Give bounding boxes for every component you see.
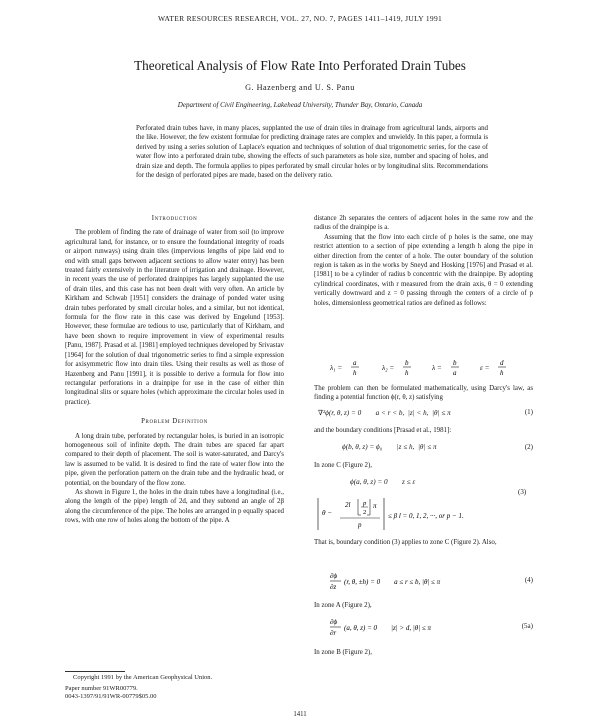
lambda2-denominator: h: [405, 369, 409, 377]
equation-4-svg: [330, 570, 533, 594]
affiliation: Department of Civil Engineering, Lakehead University, Thunder Bay, Ontario, Canada: [177, 101, 423, 109]
equation-5a-svg: [330, 616, 533, 640]
boundary-conditions-text: and the boundary conditions [Prasad et al., 1981]:: [314, 427, 452, 434]
frac-2l: 2l: [345, 501, 351, 509]
equation-5a-body: (a, θ, z) = 0 |z| > d, |θ| ≤ π: [344, 624, 431, 632]
copyright-line: Copyright 1991 by the American Geophysical Union.: [73, 674, 213, 681]
theta-minus: θ −: [322, 509, 333, 517]
equation-5a-number: (5a): [521, 622, 533, 630]
zone-c-text: In zone C (Figure 2),: [314, 462, 372, 469]
equation-2-body: ϕ(b, θ, z) = ϕ₀ |z ≤ h, |θ| ≤ π: [342, 443, 437, 451]
equation-5a: [330, 616, 533, 640]
ratio-equation: [330, 357, 530, 379]
lambda2-label: λ₂ =: [382, 364, 395, 372]
issn-line: 0043-1397/91/91WR-00779$05.00: [65, 693, 157, 701]
footnote-rule: [65, 671, 125, 672]
lambda1-numerator: a: [353, 359, 357, 367]
introduction-paragraph: The problem of finding the rate of drainage of water from soil (to improve agricultural land, for instance, or to ensure the foundational integrity of roads or airport runways) using drain tiles (impervious lengths of pipe laid end to end with small gaps between adjacent sections to allow water entry) has been treated fairly extensively in the literature of irrigation and drainage. However, in recent years the use of perforated drainpipes has largely supplanted the use of drain tiles, and this case has not been dealt with very often. An article by Kirkham and Schwab [1951] considers the drainage of ponded water using drain tubes perforated by small circular holes, and a similar, but not identical, formula for the flow rate in this case was derived by Engelund [1953]. However, these formulae are tedious to use, particularly that of Kirkham, and have been shown to require improvement in view of experimental results [Panu, 1987]. Prasad et al. [1981] employed techniques developed by Srivastav [1964] for the solution of dual trigonometric series to find a simple expression for axisymmetric flow into drain tiles. Using their results as well as those of Hazenberg and Panu [1991], it is possible to derive a formula for flow into rectangular perforations in a drainpipe for use in the case of either thin longitudinal slits or square holes (which approximate the circular holes used in practice).: [65, 229, 284, 406]
equation-3-top-body: ϕ(a, θ, z) = 0 z ≤ ε: [350, 478, 416, 486]
lambda2-numerator: b: [405, 359, 409, 367]
lambda1-denominator: h: [353, 369, 357, 377]
introduction-heading: Introduction: [151, 215, 198, 222]
left-column: [65, 214, 284, 526]
equation-4-number: (4): [524, 576, 533, 584]
equation-2-number: (2): [524, 443, 533, 451]
that-is-text: That is, boundary condition (3) applies to zone C (Figure 2). Also,: [314, 539, 497, 546]
lambda-numerator: b: [453, 359, 457, 367]
ratio-equation-svg: [330, 357, 530, 379]
partial-r: ∂r: [330, 629, 337, 637]
partial-phi: ∂ϕ: [330, 618, 338, 626]
epsilon-numerator: d: [500, 359, 504, 367]
inner-2: 2: [363, 509, 367, 516]
problem-paragraph-2: As shown in Figure 1, the holes in the drain tubes have a longitudinal (i.e., along the length of the pipe) length of 2d, and they subtend an angle of 2β along the circumference of the pipe. The holes are arranged in p equally spaced rows, with one row of holes along the bottom of the pipe. A: [65, 488, 284, 525]
journal-header: WATER RESOURCES RESEARCH, VOL. 27, NO. 7, PAGES 1411–1419, JULY 1991: [157, 14, 443, 23]
equation-3-condition: ≤ β l = 0, 1, 2, ···, or p − 1.: [388, 512, 464, 520]
authors: G. Hazenberg and U. S. Panu: [245, 83, 355, 92]
paper-number: Paper number 91WR00779.: [65, 685, 138, 693]
equation-1: [318, 408, 533, 420]
epsilon-label: ε =: [480, 364, 490, 372]
partial-z: ∂z: [330, 583, 337, 591]
zone-b-text: In zone B (Figure 2),: [314, 649, 372, 656]
problem-definition-heading: Problem Definition: [141, 418, 208, 426]
abstract: Perforated drain tubes have, in many places, supplanted the use of drain tiles in drainage from agricultural lands, airports and the like. However, the few existent formulae for predicting drainage rates are complex and unwieldy. In this paper, a formula is derived by using a series solution of Laplace's equation and techniques of solution of dual trigonometric series, for the case of water flow into a perforated drain tube, showing the effects of such parameters as hole size, number and spacing of holes, and drain size and depth. The formula applies to pipes perforated by small circular holes or by longitudinal slits. Recommendations for the design of perforated pipes are made, based on the delivery ratio.: [136, 125, 488, 180]
paper-title: Theoretical Analysis of Flow Rate Into Perforated Drain Tubes: [134, 58, 466, 73]
pi-symbol: π: [373, 502, 377, 510]
equation-3-number: (3): [518, 488, 527, 496]
lambda-denominator: a: [453, 369, 457, 377]
equation-4-body: (r, θ, ±h) = 0 a ≤ r ≤ b, |θ| ≤ π: [344, 578, 441, 586]
right-column: [314, 214, 533, 308]
lambda1-label: λ₁ =: [330, 364, 343, 372]
equation-3-svg: [314, 494, 533, 534]
equation-4: [330, 570, 533, 594]
equation-3-body: [314, 494, 533, 534]
assuming-paragraph: Assuming that the flow into each circle of p holes is the same, one may restrict attention to a section of pipe extending a length h along the pipe in either direction from the center of a hole. The outer boundary of the solution region is taken as in the works by Sneyd and Hosking [1976] and Prasad et al. [1981] to be a cylinder of radius b concentric with the drainpipe. By adopting cylindrical coordinates, with r measured from the drain axis, θ = 0 extending vertically downward and z = 0 passing through the centers of a circle of p holes, dimensionless geometrical ratios are defined as follows:: [314, 233, 533, 307]
zone-a-text: In zone A (Figure 2),: [314, 602, 372, 609]
page-number: 1411: [293, 711, 307, 718]
equation-3-top: [350, 478, 533, 490]
partial-phi: ∂ϕ: [330, 572, 338, 580]
inner-p: p: [363, 500, 367, 507]
equation-2: [342, 443, 533, 455]
lambda-label: λ =: [432, 364, 442, 372]
problem-formulation-paragraph: The problem can then be formulated mathematically, using Darcy's law, as finding a potential function ϕ(r, θ, z) satisfying: [314, 385, 533, 402]
epsilon-denominator: h: [500, 369, 504, 377]
frac-p: p: [358, 521, 362, 529]
problem-paragraph-1: A long drain tube, perforated by rectangular holes, is buried in an isotropic homogeneous soil of infinite depth. The drain tubes are spaced far apart compared to their depth of placement. The soil is water-saturated, and Darcy's law is assumed to be valid. It is desired to find the rate of water flow into the pipe, given the perforation pattern on the drain tube and the hydraulic head, or potential, on the boundary of the flow zone.: [65, 432, 284, 487]
footnote-block: [65, 671, 284, 702]
equation-1-body: ∇²ϕ(r, θ, z) = 0 a < r < b, |z| < h, |θ| ≤ π: [318, 409, 451, 417]
equation-1-number: (1): [524, 408, 533, 416]
continued-paragraph: distance 2h separates the centers of adjacent holes in the same row and the radius of the drainpipe is a.: [314, 215, 533, 232]
